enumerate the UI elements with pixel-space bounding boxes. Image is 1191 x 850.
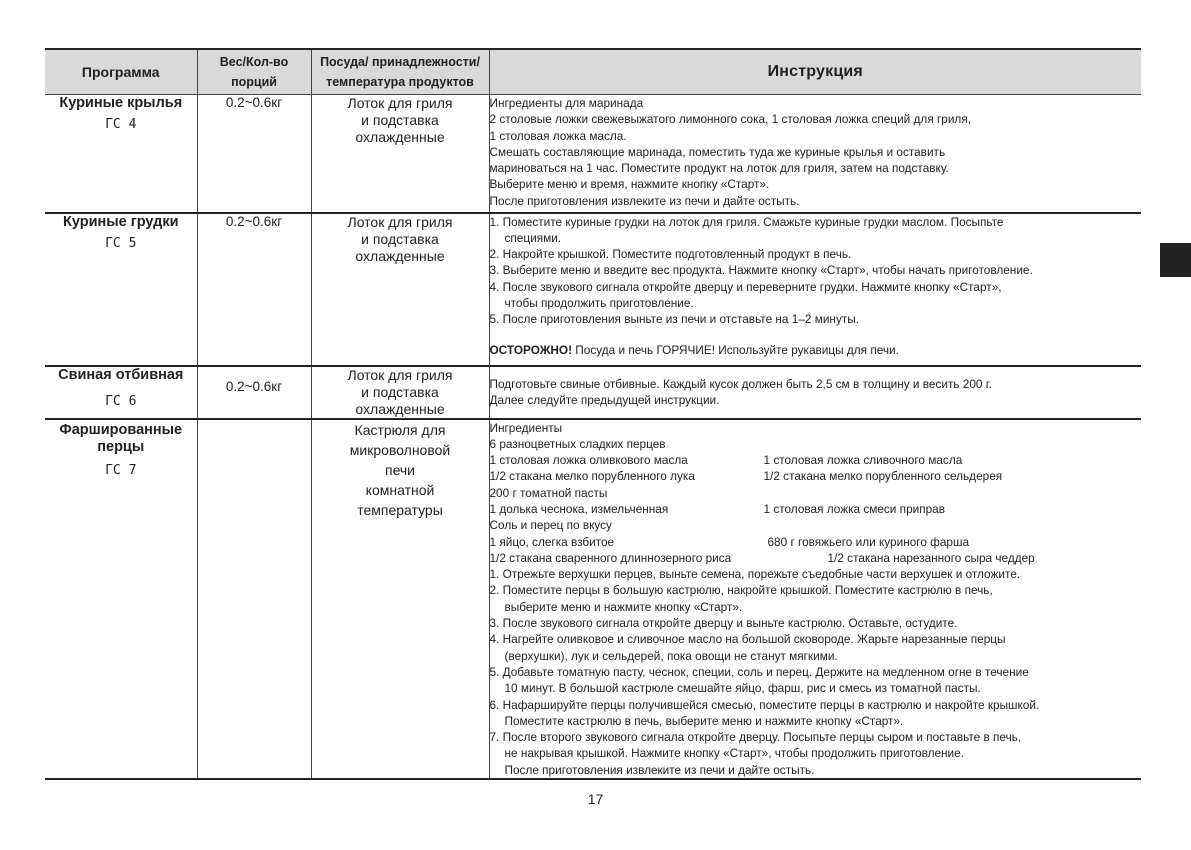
instruction-cell: Ингредиенты 6 разноцветных сладких перцев 1 столовая ложка оливкового масла 1 столовая ложка сливочного масла 1/2 стакана мелко порубленного лука 1/2 стакана мелко порубленного сельдерея 200 г томатной пасты 1 долька чеснока, измельченная 1 столовая ложка смеси приправ Соль и перец по вкусу 1 яйцо, слегка взбитое 680 г говяжьего или куриного фарша 1/2 стакана сваренного длиннозерного риса 1/2 стакана нарезанного сыра чеддер 1. Отрежьте верхушки перцев, выньте семена, порежьте съедобные части верхушек и отложите. 2. Поместите перцы в большую кастрюлю, накройте крышкой. Поместите кастрюлю в печь, выберите меню и нажмите кнопку «Старт». 3. После звукового сигнала откройте дверцу и выньте кастрюлю. Оставьте, остудите. 4. Нагрейте оливковое и сливочное масло на большой сковороде. Жарьте нарезанные перцы (верхушки), лук и сельдерей, пока овощи не станут мягкими. 5. Добавьте томатную пасту, чеснок, специи, соль и перец. Держите на медленном огне в течение 10 минут. В большой кастрюле смешайте яйцо, фарш, рис и смесь из томатной пасты. 6. Нафаршируйте перцы получившейся смесью, поместите перцы в кастрюлю и накройте крышкой. Поместите кастрюлю в печь, выберите меню и нажмите кнопку «Старт». 7. После второго звукового сигнала откройте дверцу. Посыпьте перцы сыром и поставьте в печь, не накрывая крышкой. Нажмите кнопку «Старт», чтобы продолжить приготовление. После приготовления извлеките из печи и дайте остыть. [489,419,1141,780]
ingredient-pair: 1 долька чеснока, измельченная 1 столовая ложка смеси приправ [489,501,945,516]
header-dishware: Посуда/ принадлежности/ температура продуктов [311,49,489,95]
header-instruction: Инструкция [489,49,1141,95]
recipe-table [45,48,1141,780]
program-name: Куриные крылья [59,95,183,111]
warning-label: ОСТОРОЖНО! [489,342,573,357]
weight-cell: 0.2~0.6кг [197,95,311,213]
table-header [45,49,1141,95]
program-code: ГС 7 [105,462,137,478]
program-cell [45,213,197,366]
instruction-cell: Подготовьте свиные отбивные. Каждый кусок должен быть 2,5 см в толщину и весить 200 г. Далее следуйте предыдущей инструкции. [489,366,1141,419]
header-weight: Вес/Кол-во порций [197,49,311,95]
program-code: ГС 5 [105,235,137,251]
dish-cell: Лоток для гриля и подставка охлажденные [311,366,489,419]
weight-cell [197,419,311,780]
table-row [45,419,1141,780]
dish-cell: Лоток для гриля и подставка охлажденные [311,213,489,366]
program-code: ГС 4 [105,117,137,132]
program-code: ГС 6 [105,393,137,409]
program-name: Куриные грудки [62,213,179,230]
table-row [45,95,1141,213]
section-tab-marker [1160,243,1191,277]
ingredient-pair: 1 яйцо, слегка взбитое 680 г говяжьего или куриного фарша [489,534,970,549]
ingredient-pair: 1/2 стакана сваренного длиннозерного риса 1/2 стакана нарезанного сыра чеддер [489,550,1035,565]
program-cell [45,366,197,419]
dish-cell: Кастрюля для микроволновой печи комнатной температуры [311,419,489,780]
ingredient-pair: 1/2 стакана мелко порубленного лука 1/2 стакана мелко порубленного сельдерея [489,469,1003,484]
program-name: Свиная отбивная [58,366,184,383]
program-name: Фаршированные перцы [59,421,183,455]
program-cell [45,419,197,780]
program-cell [45,95,197,213]
warning-text: Посуда и печь ГОРЯЧИЕ! Используйте рукавицы для печи. [572,342,899,357]
ingredient-pair: 1 столовая ложка оливкового масла 1 столовая ложка сливочного масла [489,453,963,468]
weight-cell: 0.2~0.6кг [197,213,311,366]
instruction-cell: 1. Поместите куриные грудки на лоток для гриля. Смажьте куриные грудки маслом. Посыпьте специями. 2. Накройте крышкой. Поместите подготовленный продукт в печь. 3. Выберите меню и введите вес продукта. Нажмите кнопку «Старт», чтобы начать приготовление. 4. После звукового сигнала откройте дверцу и переверните грудки. Нажмите кнопку «Старт», чтобы продолжить приготовление. 5. После приготовления выньте из печи и отставьте на 1–2 минуты. ОСТОРОЖНО! Посуда и печь ГОРЯЧИЕ! Используйте рукавицы для печи. [489,213,1141,366]
instruction-cell: Ингредиенты для маринада 2 столовые ложки свежевыжатого лимонного сока, 1 столовая ложка специй для гриля, 1 столовая ложка масла. Смешать составляющие маринада, поместить туда же куриные крылья и оставить мариноваться на 1 час. Поместите продукт на лоток для гриля, затем на подставку. Выберите меню и время, нажмите кнопку «Старт». После приготовления извлеките из печи и дайте остыть. [489,95,1141,213]
header-program: Программа [45,49,197,95]
weight-cell: 0.2~0.6кг [197,366,311,419]
dish-cell: Лоток для гриля и подставка охлажденные [311,95,489,213]
table-row [45,213,1141,366]
warning-line [490,342,1142,358]
table-row [45,366,1141,419]
page-number: 17 [587,791,604,807]
